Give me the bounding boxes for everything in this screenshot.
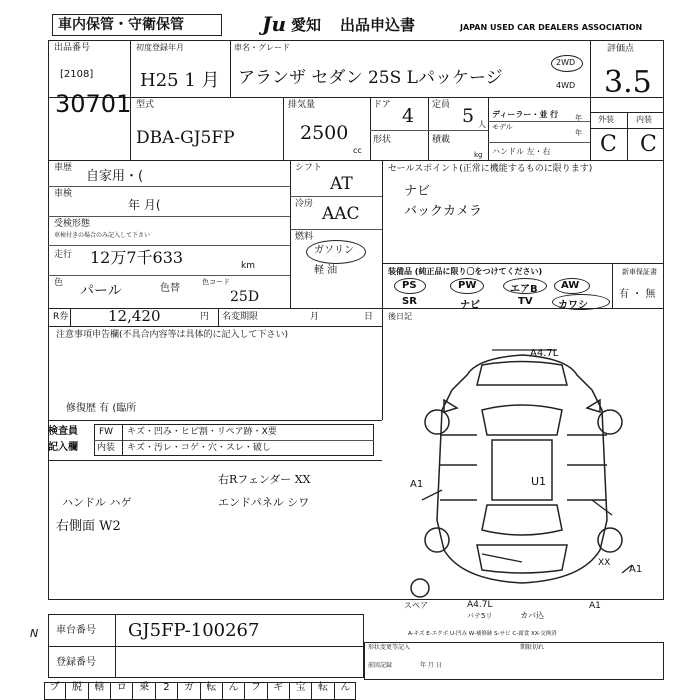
capacity-label: 定員: [432, 100, 451, 110]
handle-split: [488, 142, 590, 143]
equip-airbag: エアB: [510, 284, 538, 295]
recycle-unit: 円: [200, 312, 210, 322]
interior-inspect-label: 内装: [97, 443, 116, 453]
equip-aw: AW: [561, 280, 580, 291]
recycle-div2: [218, 308, 219, 326]
chassis-label-div: [115, 614, 116, 678]
date-label: 年 月 日: [420, 662, 442, 669]
inspection-value: 年 月(: [128, 198, 161, 212]
recycle-div1: [70, 308, 71, 326]
stamp-13: ん: [340, 682, 351, 693]
usage-r4: [48, 275, 290, 276]
mileage-label: 走行: [54, 250, 73, 260]
model-value: DBA-GJ5FP: [136, 128, 235, 148]
recycle-label: R券: [53, 312, 69, 322]
equip-sr: SR: [402, 296, 417, 307]
stamp-0: プ: [44, 683, 66, 699]
frame-number-label: 車台番号: [56, 625, 96, 636]
diagram-spare: スペア: [404, 601, 428, 610]
lot-number: 30701: [55, 90, 132, 118]
accepted-label: 受検形態: [54, 219, 91, 229]
diagram-kabuse: カバ込: [520, 611, 544, 620]
recycle-bottom: [48, 326, 382, 327]
side-mark: N: [30, 627, 39, 640]
chassis-split: [48, 646, 364, 647]
usage-div: [290, 160, 291, 308]
stamp-1: 脱: [66, 683, 88, 699]
first-registration-label: 初度登録年月: [136, 43, 184, 52]
capacity-value: 5: [462, 105, 475, 127]
diagram-a1-bottom: A1: [589, 601, 601, 611]
remarks-top: [382, 308, 664, 309]
cooler-value: AAC: [322, 204, 360, 224]
form-title: 出品申込書: [340, 16, 416, 34]
drivetrain-div: [382, 160, 383, 308]
stamp-4: 乗: [133, 683, 155, 699]
stamp-2: 轄: [89, 683, 111, 699]
usage-r1: [48, 186, 290, 187]
model-year-unit: 年: [575, 129, 582, 137]
displacement-value: 2500: [300, 122, 349, 144]
diagram-a-top: A4.7L: [530, 348, 559, 359]
model-div: [283, 97, 284, 160]
ju-logo: Ju: [262, 12, 287, 36]
score-value: 3.5: [604, 65, 652, 100]
equip-aw-circle: [554, 278, 590, 294]
equip-warranty-div: [612, 263, 613, 308]
selling-point-2: バックカメラ: [404, 204, 483, 219]
inspector-label: 検査員: [48, 426, 78, 437]
diagram-a-bottom: A4.7L: [467, 600, 493, 610]
diagram-a1-left: A1: [410, 479, 424, 490]
payload-label: 積載: [432, 135, 451, 145]
inspection-label: 車検: [54, 189, 73, 199]
stamp-9: フ: [245, 683, 267, 699]
lot-subcode: [2108]: [60, 69, 94, 80]
diagram-u1: U1: [531, 475, 547, 488]
equip-tv: TV: [518, 296, 533, 307]
fw-items: キズ・凹み・ヒビ割・リペア跡・X要: [127, 427, 277, 437]
doors-div: [428, 97, 429, 160]
drive-2wd: 2WD: [556, 58, 576, 67]
notes-label: 注意事項申告欄(不具合内容等は具体的に記入して下さい): [56, 330, 289, 340]
stamp-7: 転: [201, 683, 223, 699]
name-grade-value: アランザ セダン 25S Lパッケージ: [238, 68, 503, 88]
stamp-5: 2: [156, 683, 178, 699]
org-name: 愛知: [291, 16, 322, 34]
entry-label: 記入欄: [48, 442, 78, 453]
doors-value: 4: [402, 105, 415, 127]
note-handle: ハンドル ハゲ: [62, 496, 132, 509]
score-subdiv: [590, 128, 664, 129]
diagram-petal: パテ5リ: [467, 612, 493, 620]
score-label: 評価点: [607, 44, 635, 54]
cooler-label: 冷房: [295, 199, 314, 209]
expiry-label: 期限切れ: [520, 644, 545, 651]
disp-div: [370, 97, 371, 160]
english-org-name: JAPAN USED CAR DEALERS ASSOCIATION: [460, 23, 643, 32]
selling-point-1: ナビ: [404, 184, 431, 199]
exterior-grade: C: [600, 132, 617, 157]
post-note-label: 後日記: [388, 312, 412, 321]
handle-label: ハンドル 左・右: [492, 147, 551, 156]
dealer-label: ディーラー・並 行: [492, 110, 559, 119]
equipment-label: 装備品 (純正品に限り〇をつけてください): [388, 267, 543, 276]
interior-grade: C: [640, 132, 657, 157]
model-label: 型式: [136, 100, 155, 110]
color-replaced-label: 色替: [160, 283, 180, 294]
year-unit: 年: [575, 114, 582, 122]
equip-camera: カワシ: [558, 300, 588, 311]
exterior-label: 外装: [598, 115, 614, 124]
drive-r2: [290, 229, 382, 230]
drive-r1: [290, 196, 382, 197]
car-damage-diagram: [382, 340, 664, 600]
notes-bottom: [48, 420, 382, 421]
interior-label: 内装: [636, 115, 652, 124]
fw-label: FW: [99, 427, 114, 437]
recycle-value: 12,420: [108, 307, 161, 325]
usage-r2: [48, 216, 290, 217]
stamp-8: ん: [223, 683, 245, 699]
fuel-gasoline: ガソリン: [314, 245, 354, 256]
repair-history: 修復歴 有 (臨所: [66, 403, 137, 414]
capacity-unit: 人: [478, 120, 486, 129]
note-end-panel: エンドパネル シワ: [218, 496, 310, 509]
diagram-a1-right: A1: [629, 564, 643, 575]
first-registration-value: H25 1 月: [140, 70, 220, 91]
shift-value: AT: [330, 174, 353, 194]
color-value: パール: [80, 283, 122, 299]
stamp-12: 転: [312, 683, 334, 699]
equip-navi: ナビ: [460, 300, 480, 311]
name-change-day: 日: [364, 312, 374, 322]
note-right-side: 右側面 W2: [56, 519, 121, 534]
score-divider: [590, 40, 591, 160]
name-change-month: 月: [310, 312, 320, 322]
diagram-xx: XX: [598, 558, 611, 568]
name-grade-label: 車名・グレード: [234, 43, 290, 52]
new-warranty-yes-no: 有 ・ 無: [619, 289, 656, 300]
row1-bottom: [48, 97, 664, 98]
fw-split: [94, 440, 374, 441]
score-ext-int-divider: [627, 112, 628, 160]
new-warranty-label: 新車保証書: [622, 268, 657, 276]
fw-label-div: [122, 424, 123, 456]
displacement-label: 排気量: [288, 100, 316, 110]
fuel-light-oil: 軽 油: [314, 265, 338, 276]
shape-label: 形状: [373, 135, 392, 145]
stamp-11: 宝: [290, 683, 312, 699]
name-change-label: 名変期限: [222, 312, 259, 322]
drive-4wd: 4WD: [556, 81, 576, 90]
equip-ps-circle: [394, 278, 426, 294]
equip-top: [382, 263, 664, 264]
equip-pw-circle: [450, 278, 484, 294]
equip-airbag-circle: [503, 278, 547, 294]
reg-divider: [230, 40, 231, 97]
stamp-6: ガ: [178, 683, 200, 699]
mileage-unit: km: [241, 261, 255, 271]
bottom-stamp-cells: [44, 683, 356, 699]
row3-bottom: [48, 308, 382, 309]
stamp-10: ギ: [268, 683, 290, 699]
equip-pw: PW: [458, 280, 477, 291]
doors-shape-split: [370, 130, 488, 131]
stamp-3: ロ: [111, 683, 133, 699]
frame-number-value: GJ5FP-100267: [128, 620, 260, 641]
mileage-value: 12万7千633: [90, 248, 184, 267]
form-change-label: 形状変更等記入: [368, 644, 411, 651]
previous-record-label: 前回記録: [368, 662, 393, 669]
storage-note: 車内保管・守衛保管: [58, 17, 184, 33]
lot-number-label: 出品番号: [54, 43, 91, 53]
cap-div: [488, 97, 489, 160]
usage-r3: [48, 245, 290, 246]
model-year-label: モデル: [492, 123, 513, 131]
payload-unit: kg: [474, 151, 483, 159]
usage-type-label: 車歴: [54, 163, 73, 173]
fuel-label: 燃料: [295, 232, 314, 242]
equip-ps: PS: [402, 280, 417, 291]
displacement-unit: cc: [353, 146, 362, 155]
usage-type-value: 自家用・(: [86, 169, 144, 184]
inspection-bottom: [48, 460, 382, 461]
interior-items: キズ・汚レ・コゲ・穴・スレ・破し: [127, 443, 271, 453]
color-label: 色: [54, 278, 64, 288]
selling-points-label: セールスポイント(正常に機能するものに限ります): [388, 164, 593, 174]
damage-legend: A-キズ E-エクボ U-凹み W-補修跡 S-サビ C-腐食 XX-交換済: [408, 631, 557, 637]
color-code-value: 25D: [230, 289, 260, 305]
registration-number-label: 登録番号: [56, 657, 96, 668]
accepted-note: 車検付きの場合のみ記入して下さい: [54, 232, 151, 239]
shift-label: シフト: [295, 163, 323, 173]
doors-label: ドア: [373, 100, 391, 110]
row2-bottom: [48, 160, 664, 161]
color-code-label: 色コード: [202, 278, 230, 286]
note-front-fender: 右Rフェンダー XX: [218, 473, 311, 486]
